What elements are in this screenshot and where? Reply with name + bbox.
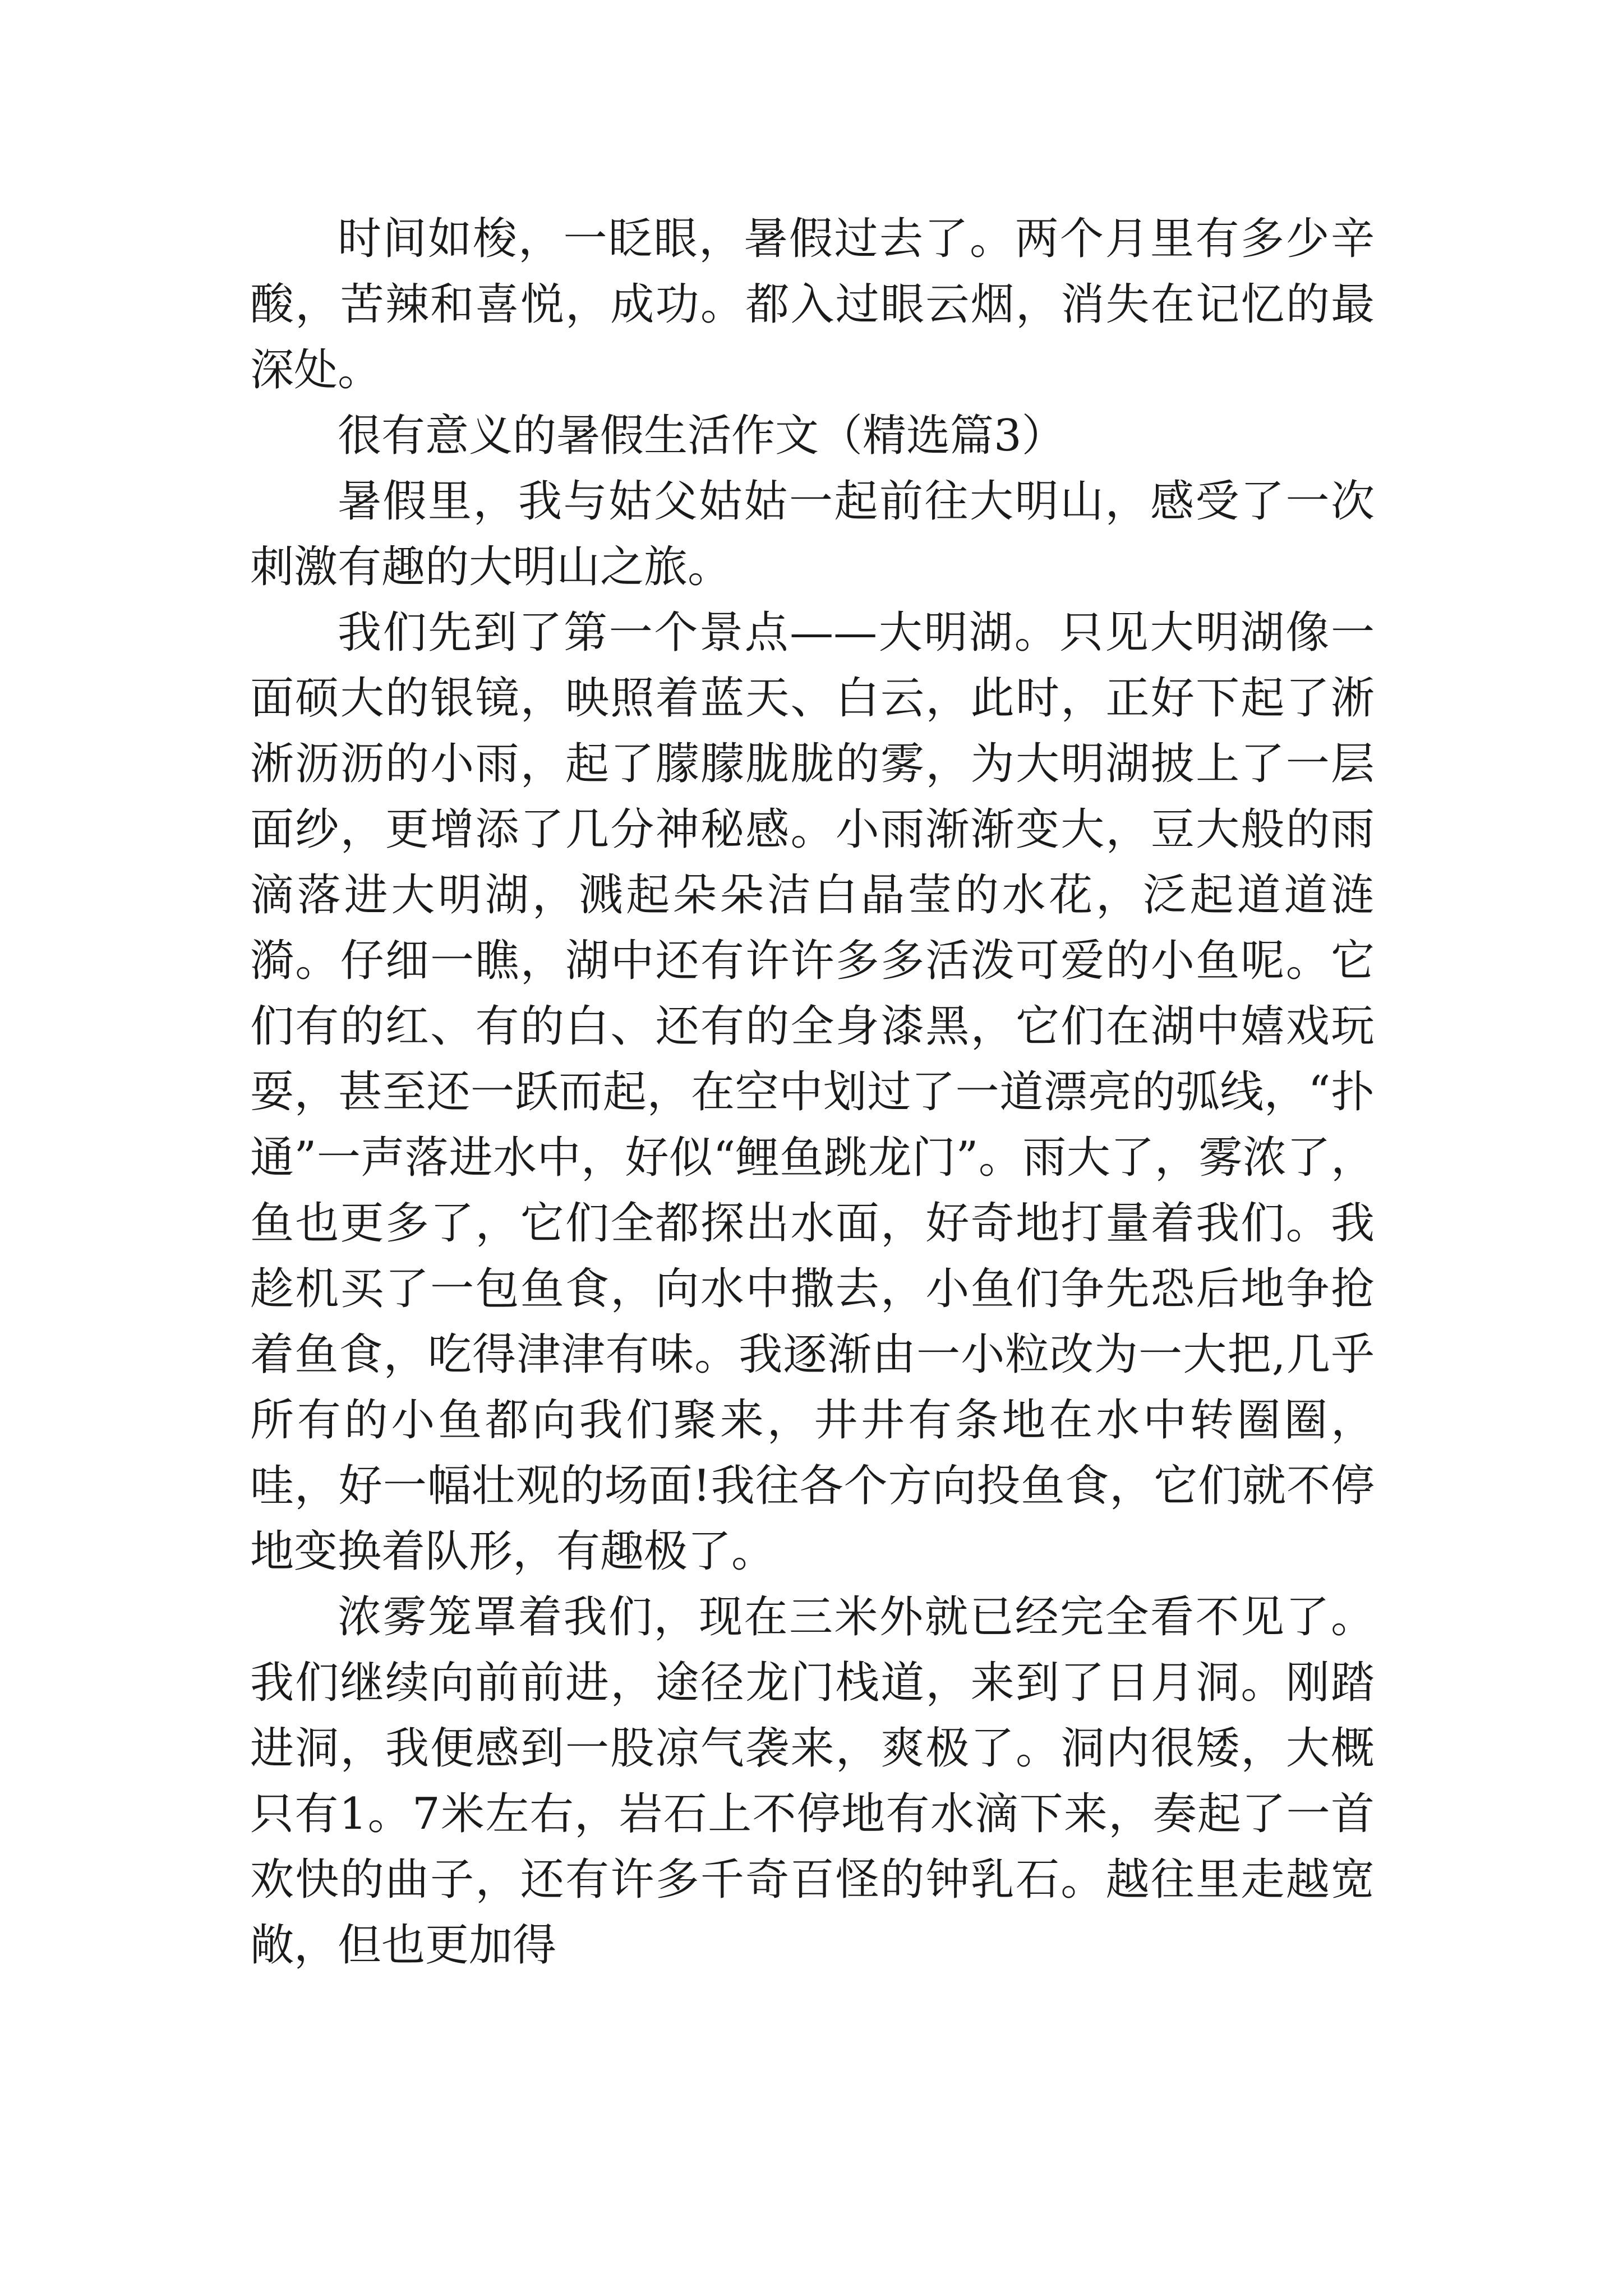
paragraph-daming-lake: 我们先到了第一个景点——大明湖。只见大明湖像一面硕大的银镜，映照着蓝天、白云，此时，正好下起了淅淅沥沥的小雨，起了朦朦胧胧的雾，为大明湖披上了一层面纱，更增添了几分神秘感。小雨渐渐变大，豆大般的雨滴落进大明湖，溅起朵朵洁白晶莹的水花，泛起道道涟漪。仔细一瞧，湖中还有许许多多活泼可爱的小鱼呢。它们有的红、有的白、还有的全身漆黑，它们在湖中嬉戏玩耍，甚至还一跃而起，在空中划过了一道漂亮的弧线，“扑通”一声落进水中，好似“鲤鱼跳龙门”。雨大了，雾浓了，鱼也更多了，它们全都探出水面，好奇地打量着我们。我趁机买了一包鱼食，向水中撒去，小鱼们争先恐后地争抢着鱼食，吃得津津有味。我逐渐由一小粒改为一大把,几乎所有的小鱼都向我们聚来，井井有条地在水中转圈圈，哇，好一幅壮观的场面!我往各个方向投鱼食，它们就不停地变换着队形，有趣极了。 [250, 608, 1375, 1577]
paragraph-trip-intro: 暑假里，我与姑父姑姑一起前往大明山，感受了一次刺激有趣的大明山之旅。 [250, 476, 1375, 592]
section-heading: 很有意义的暑假生活作文（精选篇3） [338, 411, 1066, 461]
document-page [250, 206, 1375, 1978]
paragraph-sun-moon-cave: 浓雾笼罩着我们，现在三米外就已经完全看不见了。我们继续向前前进，途径龙门栈道，来到了日月洞。刚踏进洞，我便感到一股凉气袭来，爽极了。洞内很矮，大概只有1。7米左右，岩石上不停地有水滴下来，奏起了一首欢快的曲子，还有许多千奇百怪的钟乳石。越往里走越宽敞，但也更加得 [250, 1592, 1375, 1971]
paragraph-intro-closing: 时间如梭，一眨眼，暑假过去了。两个月里有多少辛酸，苦辣和喜悦，成功。都入过眼云烟，消失在记忆的最深处。 [250, 214, 1375, 395]
